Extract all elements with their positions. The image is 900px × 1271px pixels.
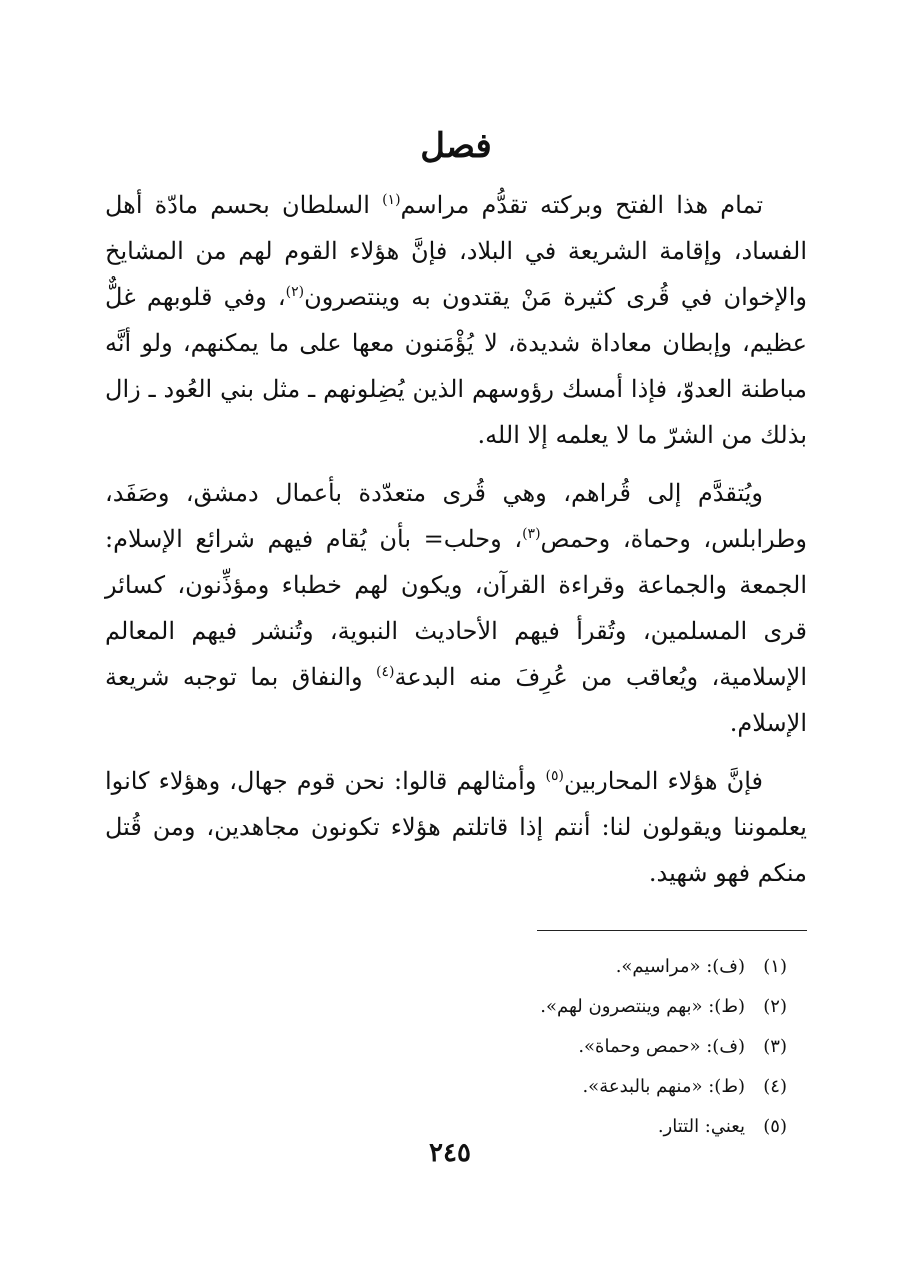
footnote-item: [105, 947, 807, 987]
paragraph-text: ، وفي قلوبهم غلٌّ عظيم، وإبطان معاداة شديدة، لا يُؤْمَنون معها على ما يمكنهم، ولو أنَّه مباطنة العدوّ، فإذا أمسك رؤوسهم الذين يُضِلونهم ـ مثل بني العُود ـ زال بذلك من الشرّ ما لا يعلمه إلا الله.: [105, 283, 807, 449]
footnote-number: (٢): [763, 996, 787, 1017]
footnote-ref: (٢): [285, 284, 305, 300]
footnote-text: (ط): «منهم بالبدعة».: [582, 1076, 745, 1097]
footnote-text: (ف): «حمص وحماة».: [578, 1036, 745, 1057]
paragraph-text: تمام هذا الفتح وبركته تقدُّم مراسم: [400, 191, 763, 219]
page-body: [105, 120, 807, 1147]
footnote-item: [105, 1027, 807, 1067]
footnotes: [105, 947, 807, 1147]
chapter-heading: فصل: [420, 126, 492, 166]
paragraph-3: [105, 758, 807, 896]
footnote-ref: (٤): [376, 664, 395, 680]
footnote-divider: [537, 930, 807, 931]
footnote-ref: (٥): [545, 768, 564, 784]
page-number: ٢٤٥: [429, 1138, 471, 1168]
footnote-number: (٤): [763, 1076, 787, 1097]
paragraph-1: [105, 182, 807, 458]
footnote-number: (١): [763, 956, 787, 977]
footnote-number: (٣): [763, 1036, 787, 1057]
footnote-text: (ف): «مراسيم».: [615, 956, 745, 977]
paragraph-text: فإنَّ هؤلاء المحاربين: [563, 767, 763, 795]
footnote-ref: (١): [382, 192, 401, 208]
footnote-ref: (٣): [522, 526, 541, 542]
footnote-text: (ط): «بهم وينتصرون لهم».: [540, 996, 745, 1017]
paragraph-text: السلطان بحسم مادّة أهل الفساد، وإقامة الشريعة في البلاد، فإنَّ هؤلاء القوم لهم من المشايخ والإخوان في قُرى كثيرة مَنْ يقتدون به وينتصرون: [105, 191, 807, 311]
footnote-item: [105, 987, 807, 1027]
footnote-text: يعني: التتار.: [657, 1116, 745, 1137]
paragraph-text: ، وحلب= بأن يُقام فيهم شرائع الإسلام: الجمعة والجماعة وقراءة القرآن، ويكون لهم خطباء ومؤذِّنون، كسائر قرى المسلمين، وتُقرأ فيهم الأحاديث النبوية، وتُنشر فيهم المعالم الإسلامية، ويُعاقب من عُرِفَ منه البدعة: [105, 525, 807, 691]
paragraph-text: ويُتقدَّم إلى قُراهم، وهي قُرى متعدّدة بأعمال دمشق، وصَفَد، وطرابلس، وحماة، وحمص: [105, 479, 807, 553]
paragraph-text: وأمثالهم قالوا: نحن قوم جهال، وهؤلاء كانوا يعلموننا ويقولون لنا: أنتم إذا قاتلتم هؤلاء تكونون مجاهدين، ومن قُتل منكم فهو شهيد.: [105, 767, 807, 887]
footnote-number: (٥): [763, 1116, 787, 1137]
paragraph-2: [105, 470, 807, 746]
paragraph-text: والنفاق بما توجبه شريعة الإسلام.: [105, 663, 807, 737]
footnote-item: [105, 1067, 807, 1107]
